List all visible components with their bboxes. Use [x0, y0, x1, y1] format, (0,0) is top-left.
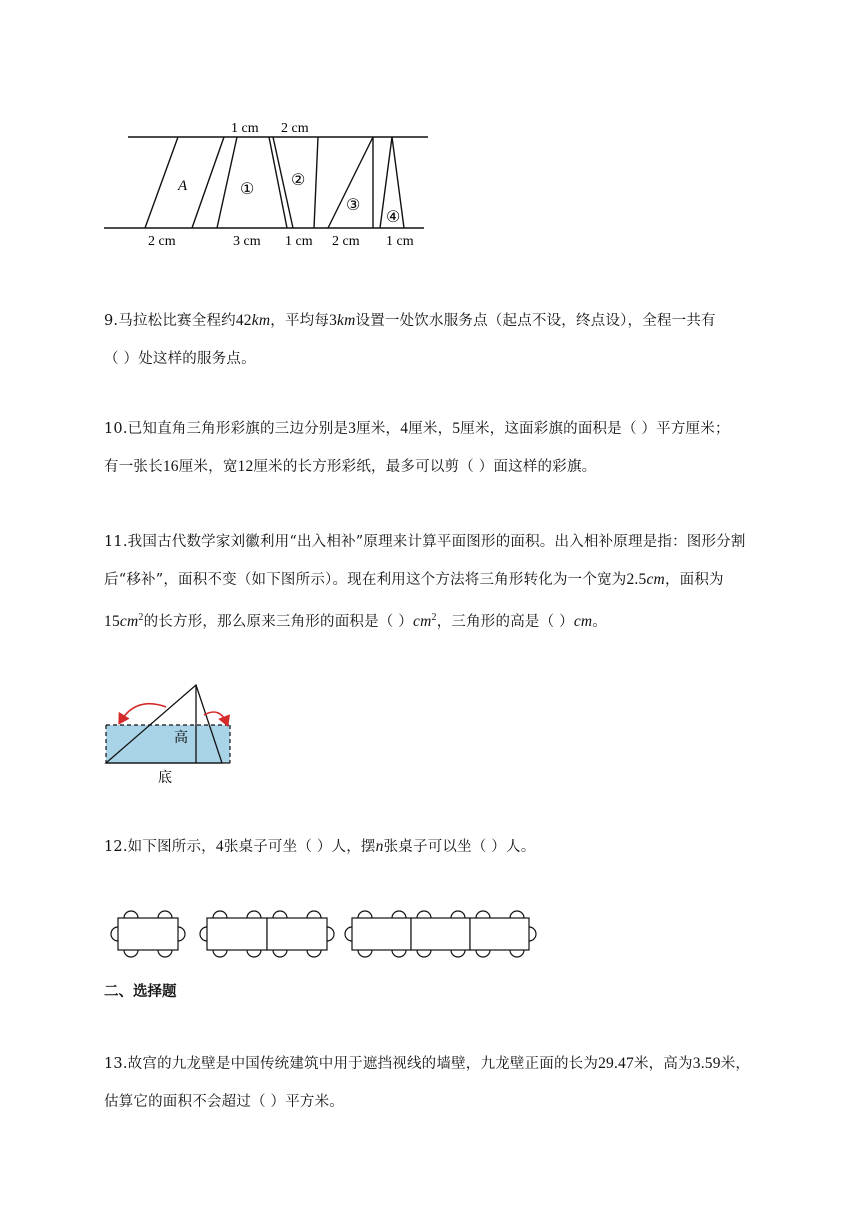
bottom-label-1: 2 cm — [148, 234, 176, 249]
bottom-label-5: 1 cm — [386, 234, 414, 249]
top-label-1: 1 cm — [231, 121, 259, 136]
q11-line3-c: 。 — [592, 613, 607, 630]
q11-line-1: 我国古代数学家刘徽利用“出入相补”原理来计算平面图形的面积。出入相补原理是指：图形分割 — [127, 534, 746, 550]
q9-number: 9. — [104, 313, 119, 329]
q10-line2-a: 有一张长 — [104, 459, 163, 475]
q11-sup-3: 2 — [431, 612, 437, 623]
bottom-label-3: 1 cm — [285, 234, 313, 249]
q11-line2-b: ，面积为 — [664, 572, 724, 588]
question-10 — [104, 410, 784, 486]
shape-label-2: ② — [291, 172, 306, 189]
q13-height: 3.59 — [692, 1055, 721, 1072]
parallel-lines-figure — [100, 112, 440, 252]
q11-unit-2: cm — [119, 612, 139, 630]
q9-line-2: （ ）处这样的服务点。 — [104, 351, 256, 367]
shape-label-3: ③ — [346, 197, 361, 214]
q12-text-c: 张桌子可以坐（ ）人。 — [383, 839, 536, 855]
q11-unit-4: cm — [573, 612, 593, 630]
bottom-label-2: 3 cm — [233, 234, 261, 249]
question-9 — [104, 302, 784, 378]
q13-text-c: 米， — [720, 1056, 751, 1072]
q12-variable-n: n — [375, 838, 384, 855]
q13-length: 29.47 — [598, 1055, 634, 1072]
q10-text-b: 厘米， — [356, 421, 401, 437]
shape-label-1: ① — [240, 181, 255, 198]
height-label: 高 — [174, 730, 188, 746]
tables-figure — [104, 904, 544, 966]
shape-label-4: ④ — [386, 209, 401, 226]
q11-line2-a: 后“移补”，面积不变（如下图所示）。现在利用这个方法将三角形转化为一个宽为 — [104, 572, 627, 588]
q9-unit-2: km — [337, 312, 356, 329]
q10-line2-b: 厘米，宽 — [178, 459, 238, 475]
q9-distance: 42 — [235, 312, 252, 329]
bottom-label-4: 2 cm — [332, 234, 360, 249]
q10-side-1: 3 — [348, 420, 357, 437]
question-12 — [104, 828, 784, 866]
left-move-arrow — [120, 704, 166, 722]
q12-table-count: 4 — [215, 838, 224, 855]
q11-line3-b: ，三角形的高是（ ） — [436, 613, 574, 630]
q10-length: 16 — [162, 458, 179, 475]
q12-text-b: 张桌子可坐（ ）人，摆 — [223, 839, 376, 855]
section-heading: 二、选择题 — [104, 984, 177, 1000]
table-group-3-table-3 — [470, 918, 529, 950]
q10-text-c: 厘米， — [408, 421, 453, 437]
q13-number: 13. — [104, 1056, 128, 1072]
q12-text-a: 如下图所示， — [127, 839, 216, 855]
q12-number: 12. — [104, 839, 128, 855]
top-label-2: 2 cm — [281, 121, 309, 136]
q11-unit-3: cm — [413, 612, 432, 630]
q10-number: 10. — [104, 421, 128, 437]
q11-number: 11. — [104, 534, 128, 550]
table-group-1-table-1 — [118, 918, 178, 950]
q11-unit-1: cm — [646, 571, 665, 588]
q10-text-a: 已知直角三角形彩旗的三边分别是 — [127, 421, 349, 437]
q11-width: 2.5 — [626, 571, 647, 588]
q13-line-2: 估算它的面积不会超过（ ）平方米。 — [104, 1094, 345, 1110]
table-group-2-table-1 — [207, 918, 267, 950]
table-group-3-table-2 — [411, 918, 470, 950]
q11-sup-2: 2 — [138, 612, 144, 623]
q11-area: 15 — [104, 612, 120, 630]
q11-line3-a: 的长方形，那么原来三角形的面积是（ ） — [143, 613, 414, 630]
q10-side-3: 5 — [452, 420, 461, 437]
q10-line2-c: 厘米的长方形彩纸，最多可以剪（ ）面这样的彩旗。 — [253, 459, 597, 475]
question-13 — [104, 1045, 784, 1121]
q13-text-a: 故宫的九龙壁是中国传统建筑中用于遮挡视线的墙壁，九龙壁正面的长为 — [127, 1056, 599, 1072]
triangle-rectangle-figure — [100, 676, 240, 788]
table-group-2-table-2 — [267, 918, 327, 950]
q9-text-b: ，平均每 — [270, 313, 330, 329]
q10-side-2: 4 — [400, 420, 409, 437]
q9-text-a: 马拉松比赛全程约 — [118, 313, 236, 329]
base-label: 底 — [158, 770, 172, 786]
q9-unit-1: km — [251, 312, 271, 329]
q10-width: 12 — [237, 458, 254, 475]
table-group-3-table-1 — [352, 918, 411, 950]
q9-interval: 3 — [329, 312, 338, 329]
shape-label-a: A — [178, 178, 188, 194]
q10-text-d: 厘米，这面彩旗的面积是（ ）平方厘米； — [460, 421, 730, 437]
question-11 — [104, 523, 784, 641]
q13-text-b: 米，高为 — [633, 1056, 693, 1072]
q9-text-c: 设置一处饮水服务点（起点不设，终点设），全程一共有 — [355, 313, 716, 329]
